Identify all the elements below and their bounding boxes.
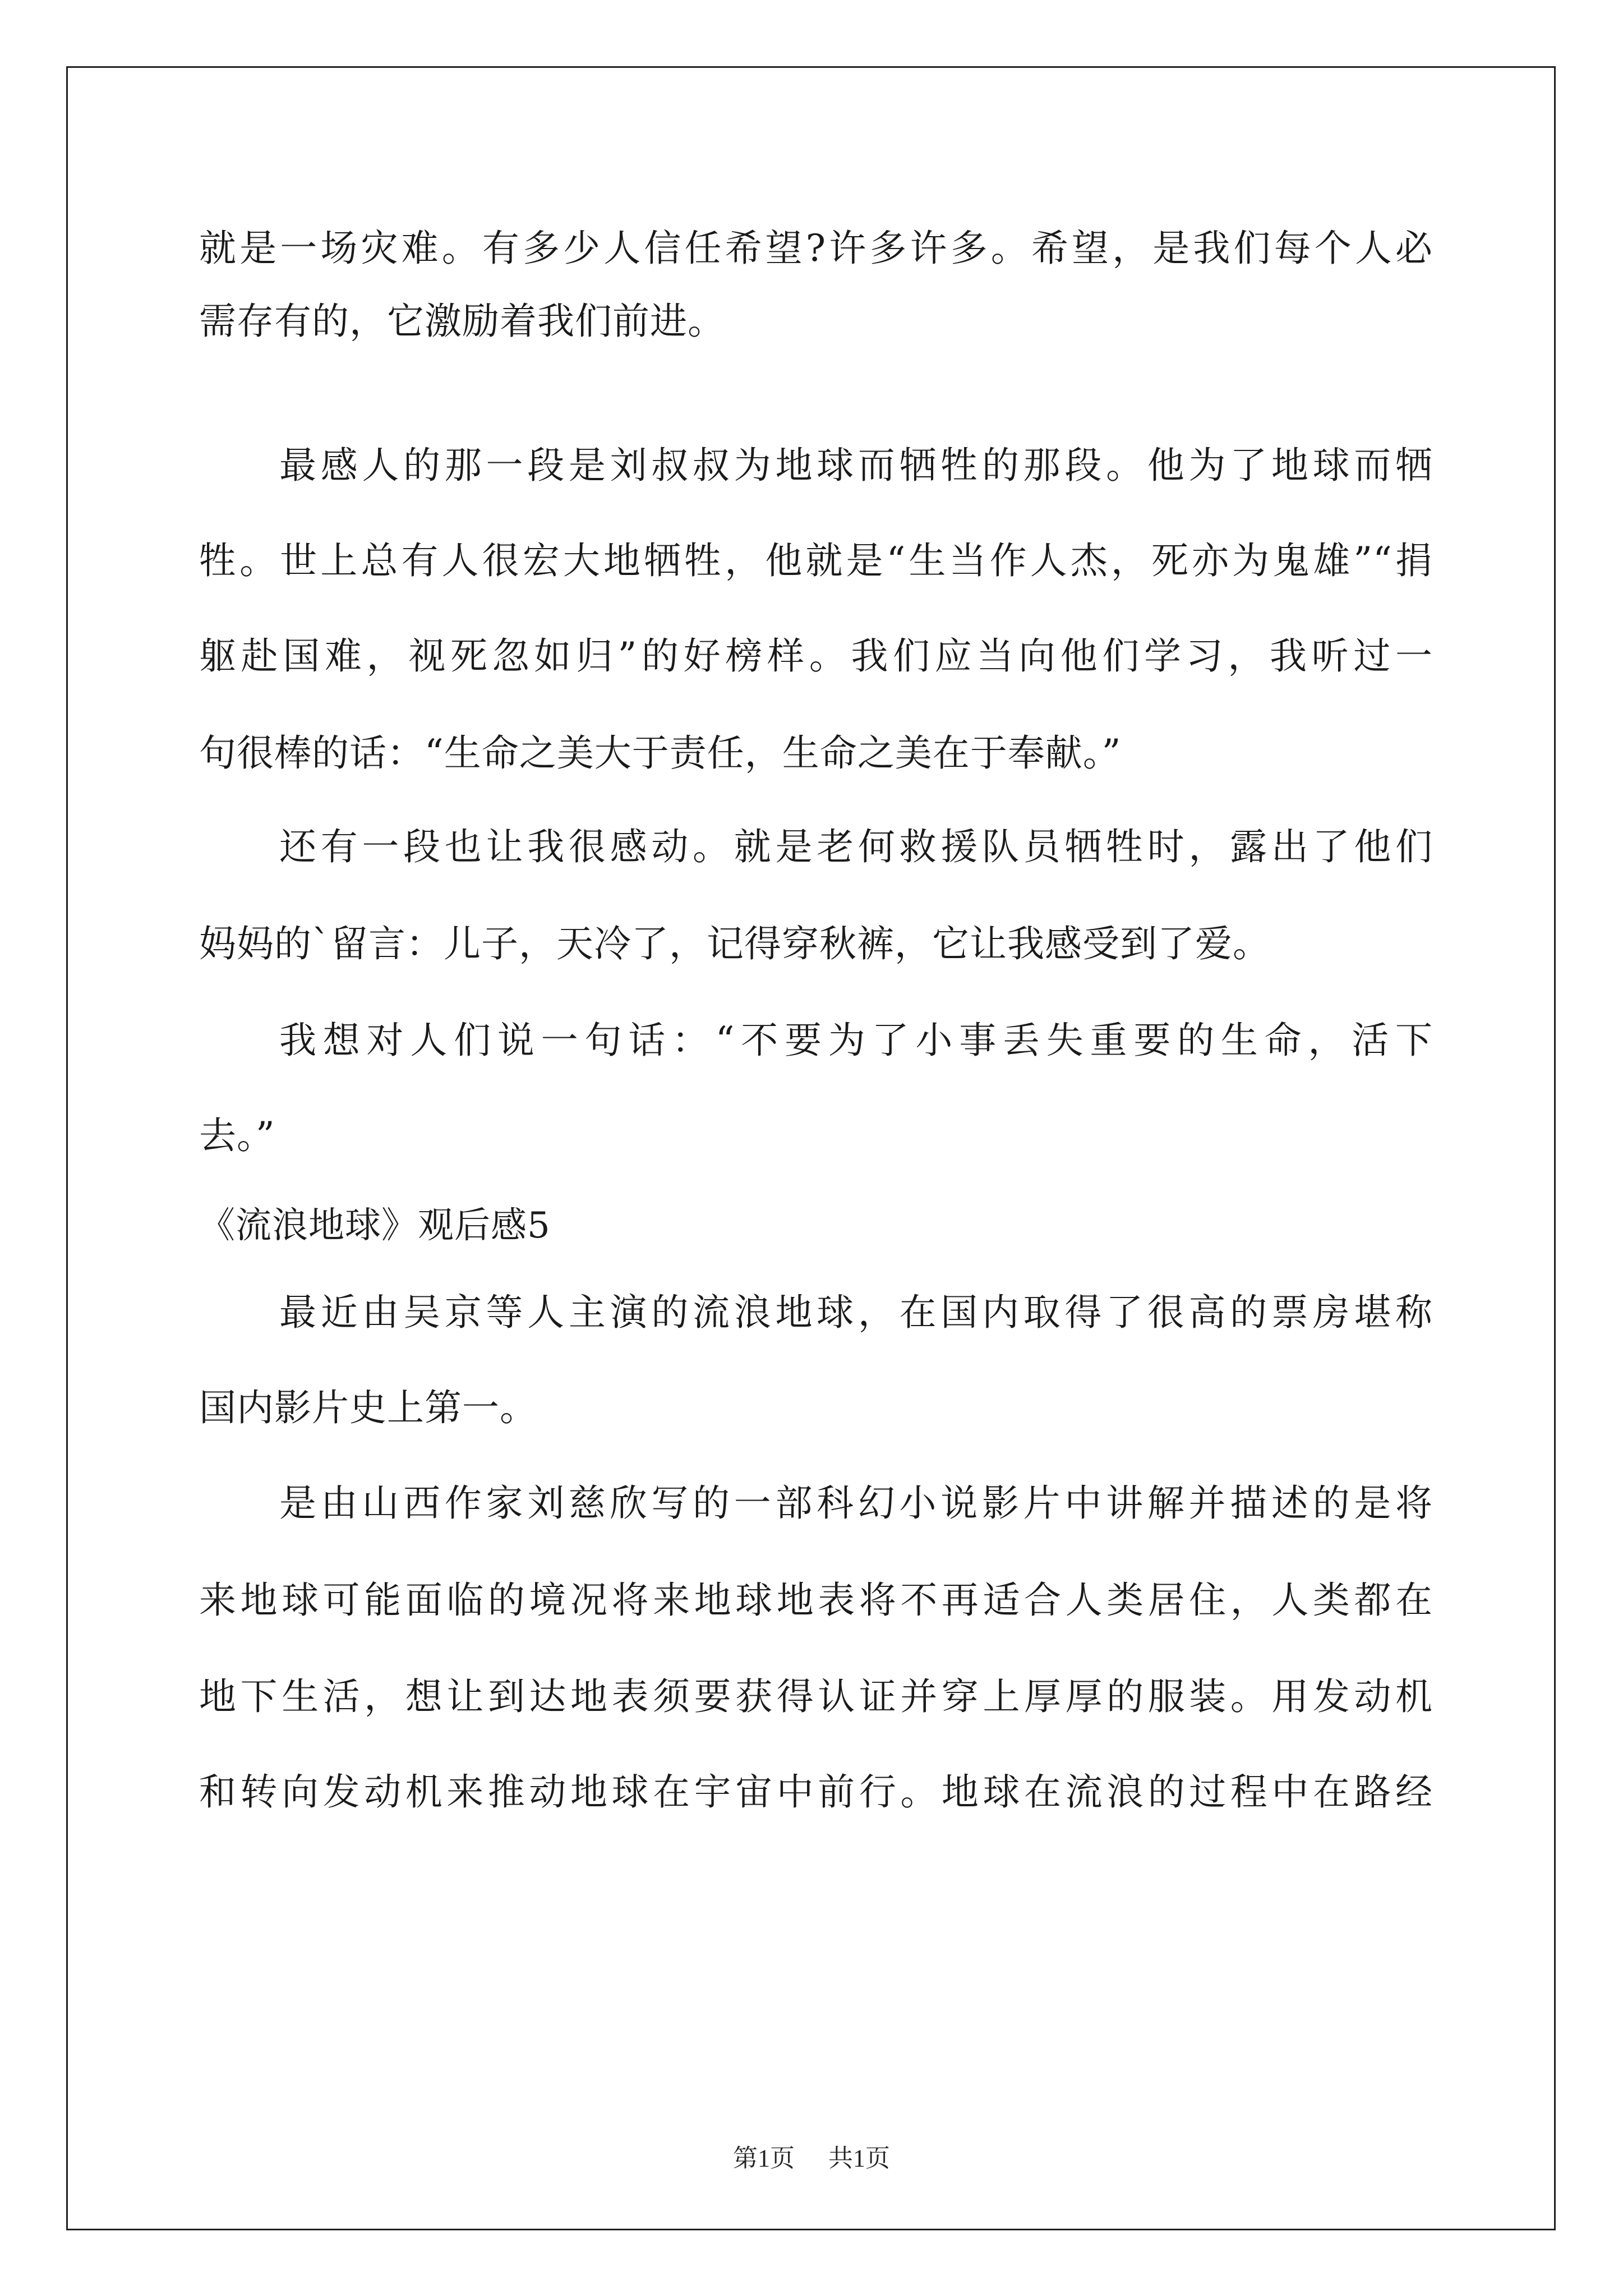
- section-heading: 《流浪地球》观后感5: [199, 1205, 551, 1246]
- body-line: 牲。世上总有人很宏大地牺牲，他就是“生当作人杰，死亦为鬼雄”“捐: [199, 539, 1433, 582]
- body-line: 是由山西作家刘慈欣写的一部科幻小说影片中讲解并描述的是将: [279, 1481, 1433, 1525]
- body-line: 我想对人们说一句话：“不要为了小事丢失重要的生命，活下: [279, 1019, 1433, 1062]
- body-line: 就是一场灾难。有多少人信任希望?许多许多。希望，是我们每个人必: [199, 227, 1433, 270]
- body-line: 地下生活，想让到达地表须要获得认证并穿上厚厚的服装。用发动机: [199, 1675, 1433, 1718]
- body-line: 国内影片史上第一。: [199, 1386, 537, 1429]
- page-total: 共1页: [828, 2145, 890, 2172]
- body-line: 最近由吴京等人主演的流浪地球，在国内取得了很高的票房堪称: [279, 1291, 1433, 1334]
- page-number: 第1页: [733, 2145, 795, 2172]
- body-line: 还有一段也让我很感动。就是老何救援队员牺牲时，露出了他们: [279, 825, 1433, 868]
- body-line: 句很棒的话：“生命之美大于责任，生命之美在于奉献。”: [199, 731, 1122, 775]
- body-line: 最感人的那一段是刘叔叔为地球而牺牲的那段。他为了地球而牺: [279, 444, 1433, 487]
- body-line: 妈妈的`留言：儿子，天冷了，记得穿秋裤，它让我感受到了爱。: [199, 922, 1270, 965]
- body-line: 需存有的，它激励着我们前进。: [199, 300, 725, 343]
- body-line: 躯赴国难，视死忽如归”的好榜样。我们应当向他们学习，我听过一: [199, 634, 1433, 678]
- body-line: 和转向发动机来推动地球在宇宙中前行。地球在流浪的过程中在路经: [199, 1770, 1433, 1814]
- body-line: 去。”: [199, 1114, 275, 1157]
- page-footer: [0, 2142, 1623, 2175]
- body-line: 来地球可能面临的境况将来地球地表将不再适合人类居住，人类都在: [199, 1579, 1433, 1622]
